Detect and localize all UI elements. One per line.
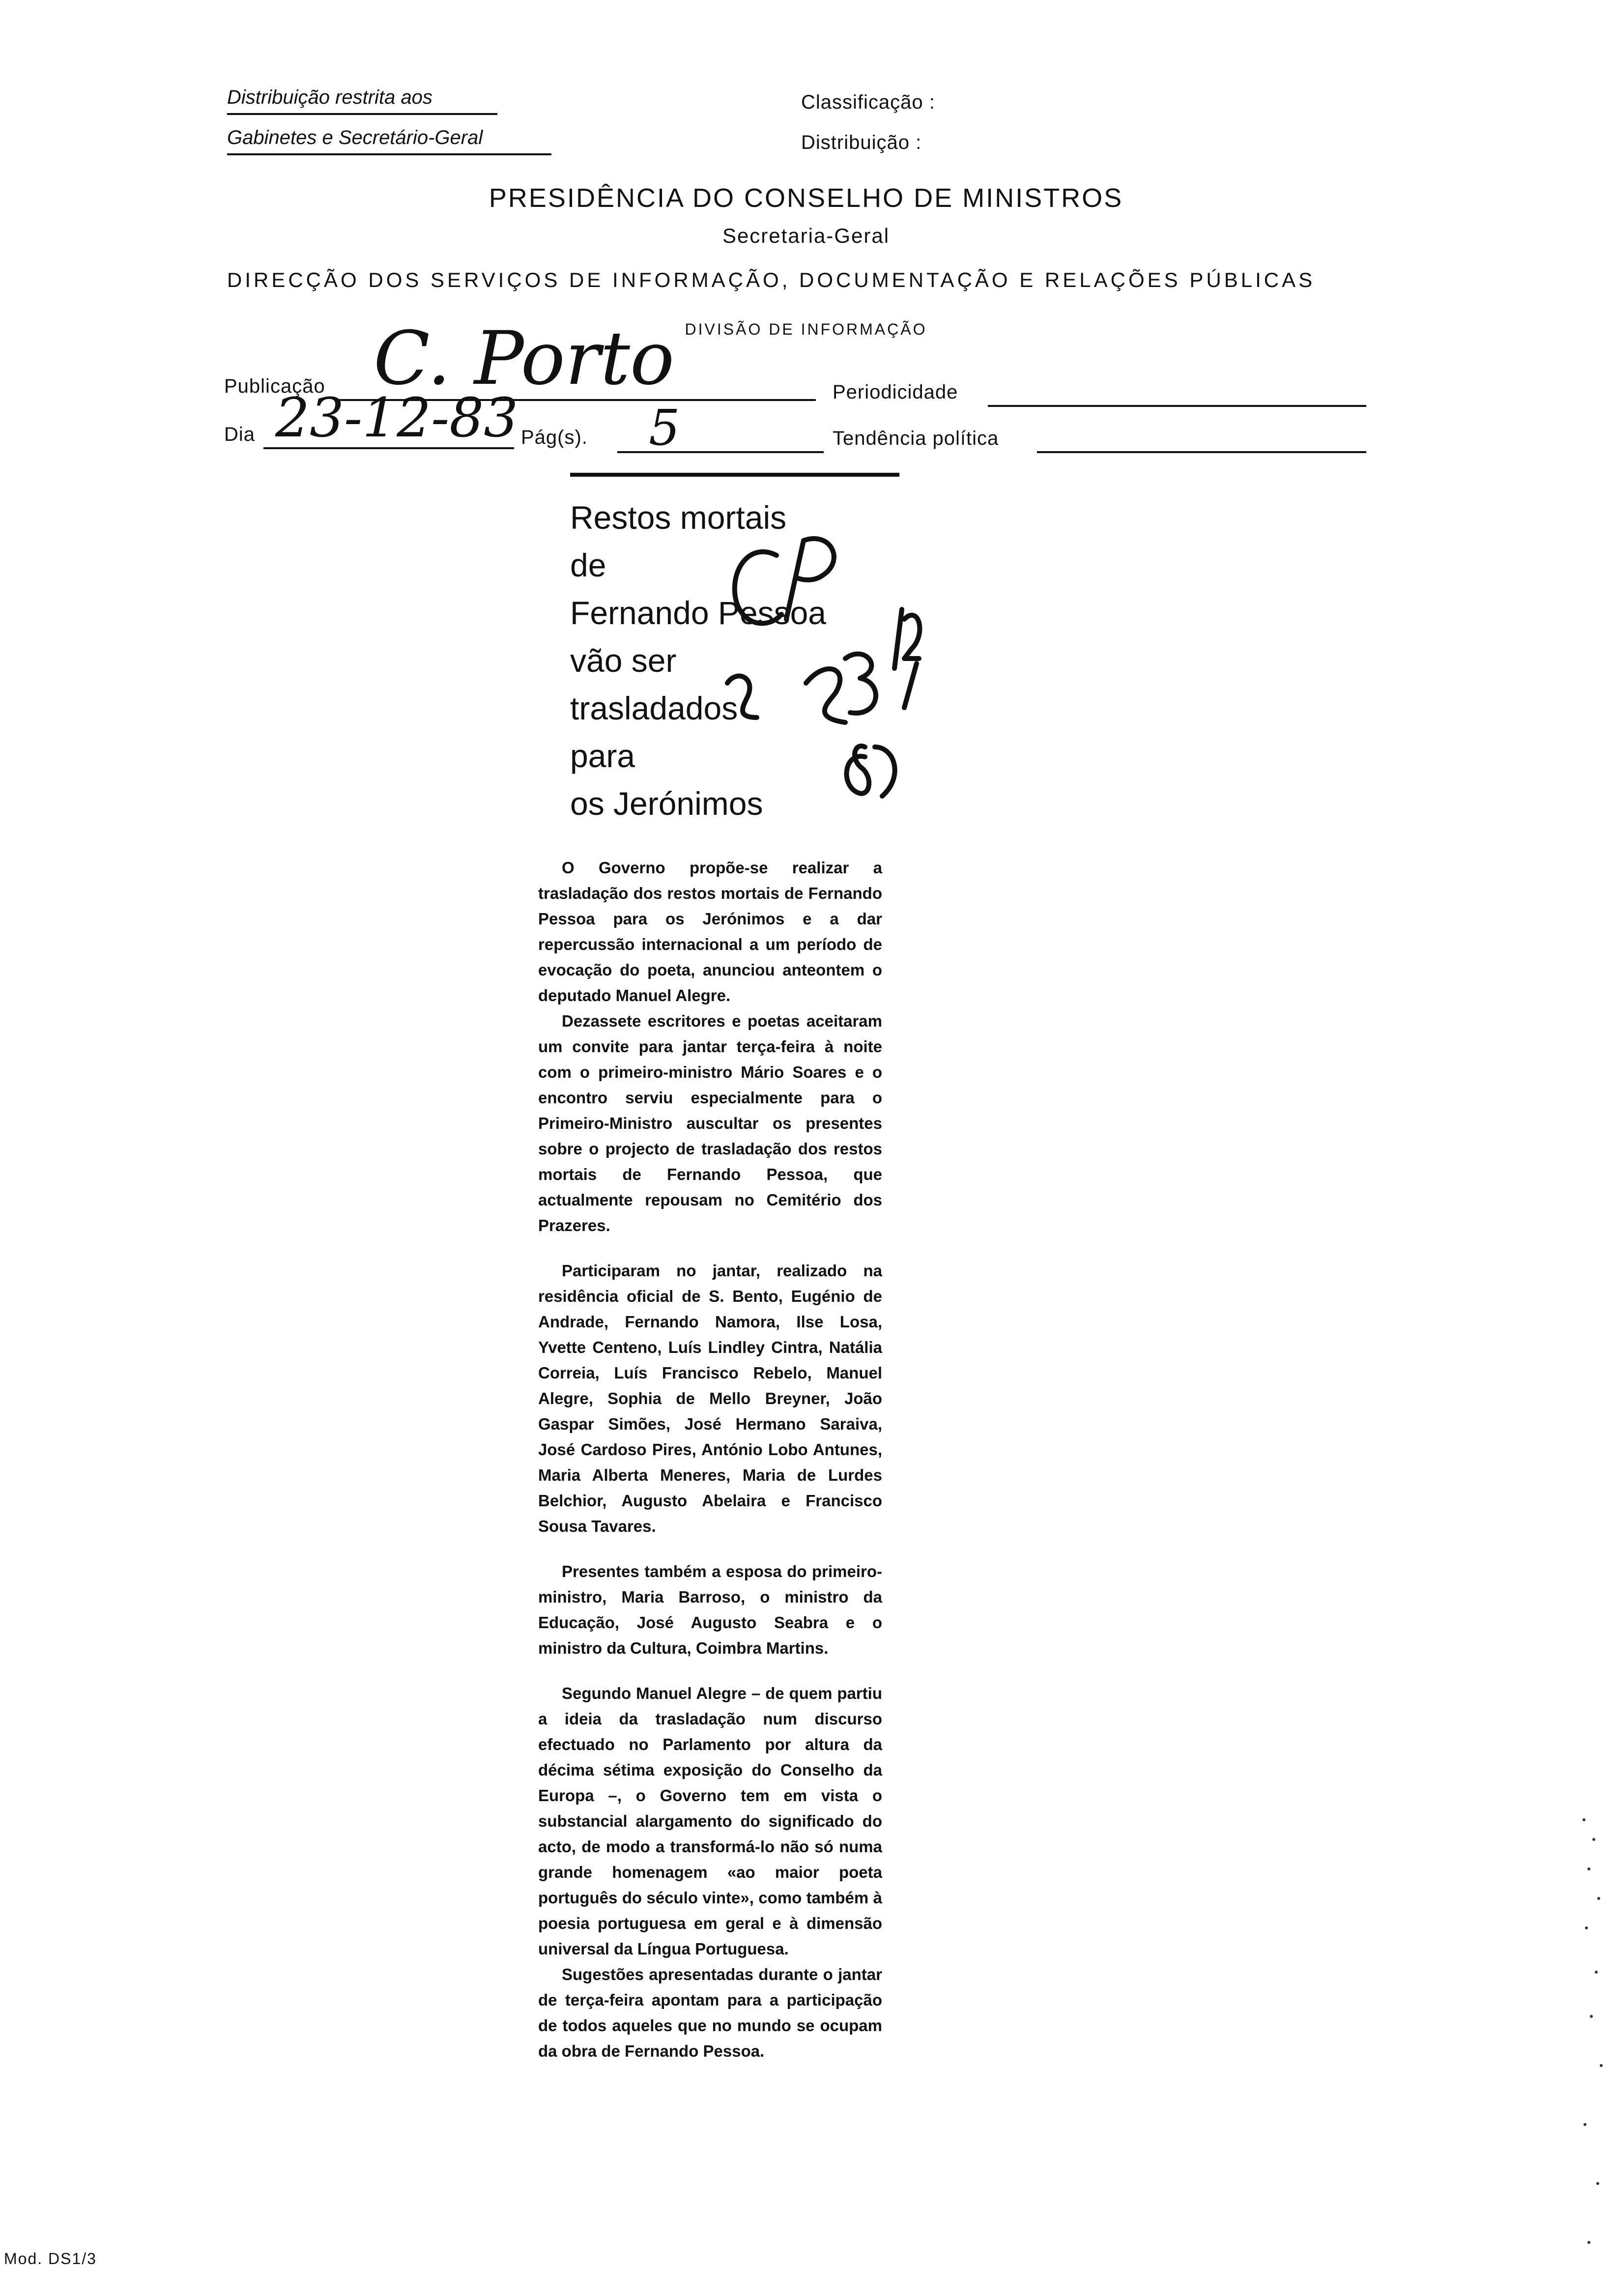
distribution-label: Distribuição : (801, 132, 922, 153)
tendency-line (1037, 451, 1366, 453)
publication-handwritten: C. Porto (374, 316, 675, 402)
distribution-note-line1: Distribuição restrita aos (227, 86, 432, 108)
publication-label: Publicação (224, 375, 325, 397)
underline (227, 153, 551, 155)
pages-label: Pág(s). (521, 427, 588, 448)
day-handwritten: 23-12-83 (275, 386, 518, 449)
headline-line: Restos mortais (570, 499, 787, 536)
article-paragraph: Participaram no jantar, realizado na residência oficial de S. Bento, Eugénio de Andrade, Fernando Namora, Ilse Losa, Yvette Centeno, Luís Lindley Cintra, Natália Correia, Luís Francisco Rebelo, Manuel Alegre, Sophia de Mello Breyner, João Gaspar Simões, José Hermano Saraiva, José Cardoso Pires, António Lobo Antunes, Maria Alberta Meneres, Maria de Lurdes Belchior, Augusto Abelaira e Francisco Sousa Tavares. (538, 1262, 882, 1535)
org-title: PRESIDÊNCIA DO CONSELHO DE MINISTROS (489, 183, 1123, 213)
underline (227, 113, 497, 115)
article-paragraph: Sugestões apresentadas durante o jantar de terça-feira apontam para a participação de todos aqueles que no mundo se ocupam da obra de Fernando Pessoa. (538, 1965, 882, 2060)
clipping-rule (570, 473, 899, 477)
article-body (538, 855, 882, 2084)
distribution-note-line2: Gabinetes e Secretário-Geral (227, 127, 483, 148)
scan-noise (1578, 1808, 1607, 2280)
headline-line: vão ser (570, 642, 677, 679)
form-code: Mod. DS1/3 (4, 2250, 97, 2267)
article-paragraph: O Governo propõe-se realizar a trasladação dos restos mortais de Fernando Pessoa para os Jerónimos e a dar repercussão internacional a um período de evocação do poeta, anunciou anteontem o deputado Manuel Alegre. (538, 859, 882, 1004)
pages-line (617, 451, 824, 453)
article-paragraph: Segundo Manuel Alegre – de quem partiu a ideia da trasladação num discurso efectuado no Parlamento por altura da décima sétima exposição do Conselho da Europa –, o Governo tem em vista o substancial alargamento do significado do acto, de modo a transformá-lo não só numa grande homenagem «ao maior poeta português do século vinte», como também à poesia portuguesa em geral e à dimensão universal da Língua Portuguesa. (538, 1684, 882, 1958)
handwritten-annotation-mark (718, 521, 924, 826)
division-title: DIVISÃO DE INFORMAÇÃO (685, 320, 927, 338)
headline-line: Fernando Pessoa (570, 595, 827, 631)
org-subtitle: Secretaria-Geral (722, 224, 890, 247)
article-paragraph: Dezassete escritores e poetas aceitaram um convite para jantar terça-feira à noite com o primeiro-ministro Mário Soares e o encontro serviu especialmente para o Primeiro-Ministro auscultar os presentes sobre o projecto de trasladação dos restos mortais de Fernando Pessoa, que actualmente repousam no Cemitério dos Prazeres. (538, 1012, 882, 1234)
periodicity-line (988, 405, 1366, 407)
headline-line: para (570, 738, 635, 774)
classification-label: Classificação : (801, 91, 935, 113)
pages-handwritten: 5 (649, 399, 680, 457)
day-label: Dia (224, 424, 256, 445)
headline-line: de (570, 547, 606, 583)
tendency-label: Tendência política (833, 428, 999, 449)
article-paragraph: Presentes também a esposa do primeiro-ministro, Maria Barroso, o ministro da Educação, José Augusto Seabra e o ministro da Cultura, Coimbra Martins. (538, 1562, 882, 1657)
headline-line: os Jerónimos (570, 785, 763, 822)
direction-title: DIRECÇÃO DOS SERVIÇOS DE INFORMAÇÃO, DOCUMENTAÇÃO E RELAÇÕES PÚBLICAS (227, 268, 1316, 291)
headline-line: trasladados (570, 690, 738, 726)
periodicity-label: Periodicidade (833, 381, 958, 403)
